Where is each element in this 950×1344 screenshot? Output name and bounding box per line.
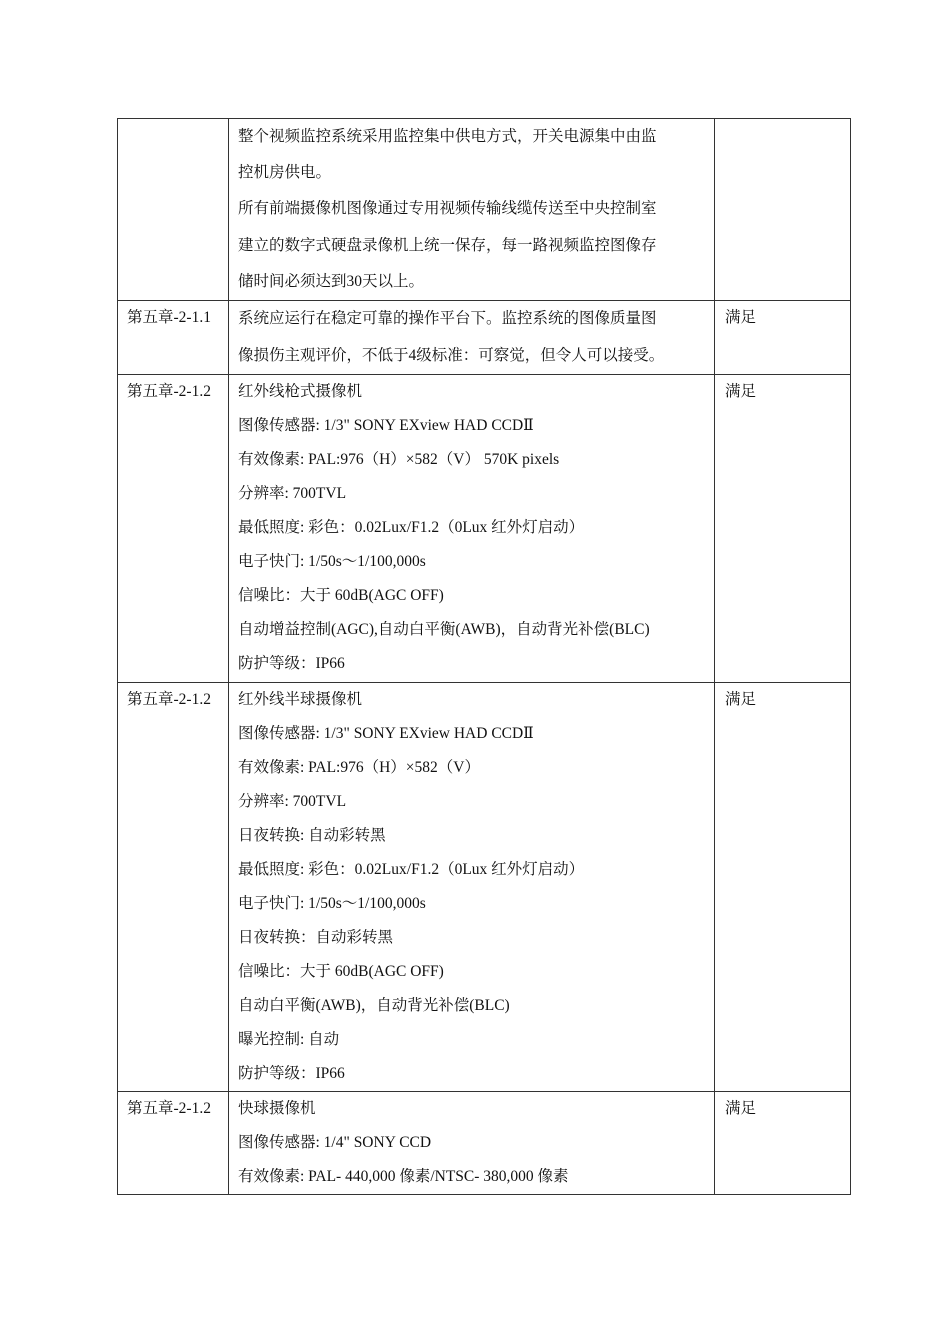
description-line: 图像传感器: 1/3" SONY EXview HAD CCDⅡ — [238, 417, 534, 435]
clause-number: 第五章-2-1.1 — [127, 309, 211, 327]
clause-number — [118, 119, 228, 123]
clause-number: 第五章-2-1.2 — [127, 691, 211, 709]
table-row — [118, 375, 851, 683]
description-line: 曝光控制: 自动 — [238, 1031, 340, 1049]
clause-cell — [118, 119, 229, 301]
description-line: 自动白平衡(AWB)，自动背光补偿(BLC) — [238, 997, 510, 1015]
description-line: 防护等级：IP66 — [238, 1065, 345, 1083]
description-cell — [229, 301, 715, 375]
clause-number: 第五章-2-1.2 — [127, 383, 211, 401]
description-line: 信噪比：大于 60dB(AGC OFF) — [238, 587, 444, 605]
clause-cell — [118, 1092, 229, 1195]
result-cell — [715, 683, 851, 1092]
description-line: 像损伤主观评价，不低于4级标准：可察觉，但令人可以接受。 — [238, 346, 665, 364]
description-line: 日夜转换：自动彩转黑 — [238, 929, 394, 947]
compliance-result — [715, 119, 850, 123]
description-line: 图像传感器: 1/4" SONY CCD — [238, 1134, 432, 1152]
result-cell — [715, 1092, 851, 1195]
clause-number: 第五章-2-1.2 — [127, 1100, 211, 1118]
description-line: 快球摄像机 — [238, 1100, 316, 1118]
compliance-result: 满足 — [725, 383, 757, 401]
spec-compliance-table — [117, 118, 851, 1195]
result-cell — [715, 375, 851, 683]
table-row — [118, 301, 851, 375]
description-cell — [229, 375, 715, 683]
description-line: 有效像素: PAL:976（H）×582（V） 570K pixels — [238, 451, 560, 469]
description-line: 图像传感器: 1/3" SONY EXview HAD CCDⅡ — [238, 725, 534, 743]
description-line: 电子快门: 1/50s～1/100,000s — [238, 895, 426, 913]
clause-cell — [118, 375, 229, 683]
description-line: 分辨率: 700TVL — [238, 485, 347, 503]
description-line: 所有前端摄像机图像通过专用视频传输线缆传送至中央控制室 — [238, 200, 657, 218]
description-line: 自动增益控制(AGC),自动白平衡(AWB)，自动背光补偿(BLC) — [238, 621, 650, 639]
description-line: 有效像素: PAL:976（H）×582（V） — [238, 759, 480, 777]
compliance-result: 满足 — [725, 309, 757, 327]
description-line: 最低照度: 彩色：0.02Lux/F1.2（0Lux 红外灯启动） — [238, 861, 585, 879]
description-line: 储时间必须达到30天以上。 — [238, 272, 425, 290]
description-line: 电子快门: 1/50s～1/100,000s — [238, 553, 426, 571]
description-line: 分辨率: 700TVL — [238, 793, 347, 811]
description-line: 日夜转换: 自动彩转黑 — [238, 827, 386, 845]
result-cell — [715, 119, 851, 301]
clause-cell — [118, 683, 229, 1092]
description-line: 红外线枪式摄像机 — [238, 383, 363, 401]
table-row — [118, 119, 851, 301]
table-row — [118, 1092, 851, 1195]
description-line: 红外线半球摄像机 — [238, 691, 363, 709]
description-cell — [229, 1092, 715, 1195]
table-body — [118, 119, 851, 1195]
description-line: 信噪比：大于 60dB(AGC OFF) — [238, 963, 444, 981]
description-line: 有效像素: PAL- 440,000 像素/NTSC- 380,000 像素 — [238, 1168, 569, 1186]
result-cell — [715, 301, 851, 375]
description-line: 建立的数字式硬盘录像机上统一保存，每一路视频监控图像存 — [238, 236, 657, 254]
description-line: 控机房供电。 — [238, 164, 332, 182]
description-line: 防护等级：IP66 — [238, 655, 345, 673]
description-line: 系统应运行在稳定可靠的操作平台下。监控系统的图像质量图 — [238, 310, 657, 328]
description-line: 最低照度: 彩色：0.02Lux/F1.2（0Lux 红外灯启动） — [238, 519, 585, 537]
clause-cell — [118, 301, 229, 375]
description-line: 整个视频监控系统采用监控集中供电方式，开关电源集中由监 — [238, 128, 657, 145]
description-cell — [229, 119, 715, 301]
table-row — [118, 683, 851, 1092]
compliance-result: 满足 — [725, 691, 757, 709]
description-cell — [229, 683, 715, 1092]
compliance-result: 满足 — [725, 1100, 757, 1118]
